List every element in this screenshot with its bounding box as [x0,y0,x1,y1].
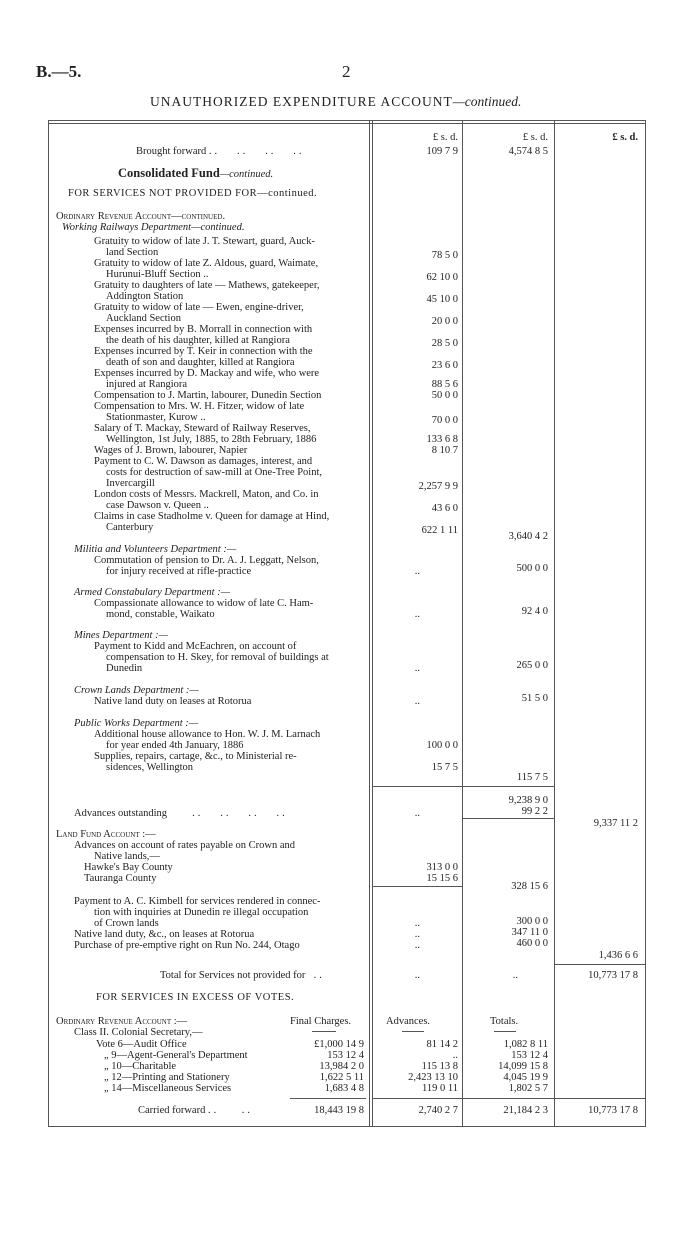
public-works-line: Additional house allowance to Hon. W. J. M. Larnach [94,729,321,740]
railway-item-line: Stationmaster, Kurow .. [106,412,206,423]
land-fund-other: Native land duty, &c., on leases at Rotorua [74,929,255,940]
public-works-line: for year ended 4th January, 1886 [106,740,244,751]
table-left-border [48,120,49,1127]
subtotal-b: 99 2 2 [521,806,548,817]
department-heading: Militia and Volunteers Department :— [74,544,237,555]
railway-item-amount: 43 6 0 [431,503,458,514]
crown-lands-col2: 51 5 0 [521,693,548,704]
account-heading: Ordinary Revenue Account—continued. [56,211,226,222]
railway-item-line: costs for destruction of saw-mill at One-Tree Point, [106,467,322,478]
column-header: £ s. d. [612,132,638,143]
public-works-total: 115 7 5 [516,772,548,783]
table-top-rule-inner [48,123,646,124]
railway-item-line: land Section [106,247,159,258]
department-heading: Working Railways Department—continued. [62,222,245,233]
vote-advances: 2,423 13 10 [408,1072,458,1083]
carried-forward-totals: 21,184 2 3 [503,1105,548,1116]
mines-line-2: compensation to H. Skey, for removal of buildings at [106,652,329,663]
vote-advances: 119 0 11 [422,1083,458,1094]
crown-lands-col1: .. [414,696,420,707]
railway-item-line: Hurunui-Bluff Section .. [106,269,209,280]
vote-advances: 115 13 8 [421,1061,458,1072]
vote-label: „ 12—Printing and Stationery [104,1072,230,1083]
railway-item-line: case Dawson v. Queen .. [106,500,209,511]
land-fund-other-col2: 300 0 0 [516,916,548,927]
land-fund-rule [372,886,462,887]
railway-item-line: Gratuity to daughters of late — Mathews, gatekeeper, [94,280,320,291]
land-fund-grand: 1,436 6 6 [598,950,638,961]
vote-totals: 1,082 8 11 [503,1039,548,1050]
department-heading: Armed Constabulary Department :— [74,587,231,598]
subtotal-a: 9,238 9 0 [508,795,548,806]
railway-item-line: the death of his daughter, killed at Rangiora [106,335,290,346]
land-fund-item: Hawke's Bay County [84,862,173,873]
department-heading: Crown Lands Department :— [74,685,199,696]
public-works-amount: 15 7 5 [431,762,458,773]
railway-item-line: Expenses incurred by T. Keir in connection with the [94,346,313,357]
railway-item-amount: 8 10 7 [431,445,458,456]
railway-item-line: Addington Station [106,291,184,302]
railway-item-line: Claims in case Stadholme v. Queen for damage at Hind, [94,511,330,522]
fund-heading: Consolidated Fund—continued. [118,166,274,180]
department-heading: Public Works Department :— [74,718,199,729]
militia-line-1: Commutation of pension to Dr. A. J. Leggatt, Nelson, [94,555,319,566]
vote-advances: 81 14 2 [426,1039,458,1050]
page-title: UNAUTHORIZED EXPENDITURE ACCOUNT—continued. [150,94,522,109]
constabulary-line-1: Compassionate allowance to widow of late C. Ham- [94,598,314,609]
subtotal-rule [372,786,554,787]
land-fund-other: of Crown lands [94,918,159,929]
railway-item-amount: 70 0 0 [431,415,458,426]
vote-totals: 14,099 15 8 [498,1061,548,1072]
total-not-provided-col1: .. [414,970,420,981]
public-works-line: sidences, Wellington [106,762,194,773]
railway-item-line: death of son and daughter, killed at Rangiora [106,357,295,368]
railway-item-amount: 2,257 9 9 [418,481,458,492]
railway-item-amount: 23 6 0 [431,360,458,371]
land-fund-other: Purchase of pre-emptive right on Run No. 244, Otago [74,940,300,951]
railway-item-line: Invercargill [106,478,155,489]
carried-forward-grand: 10,773 17 8 [588,1105,638,1116]
militia-line-2: for injury received at rifle-practice [106,566,252,577]
table-right-border [645,120,646,1127]
land-fund-other-col1: .. [414,929,420,940]
railway-item-line: Payment to C. W. Dawson as damages, interest, and [94,456,313,467]
railway-item-amount: 45 10 0 [426,294,458,305]
land-fund-other: tion with inquiries at Dunedin re illegal occupation [94,907,309,918]
advances-col1: .. [414,808,420,819]
land-fund-amount: 15 15 6 [426,873,458,884]
public-works-amount: 100 0 0 [426,740,458,751]
railway-item-line: Compensation to Mrs. W. H. Fitzer, widow of late [94,401,305,412]
total-not-provided-label: Total for Services not provided for .. [160,970,325,981]
vote-advances: .. [452,1050,458,1061]
railway-item-amount: 622 1 11 [421,525,458,536]
page-number: 2 [342,62,351,81]
land-fund-other-col1: .. [414,918,420,929]
account-heading: Land Fund Account :— [56,829,156,840]
railway-item-line: Gratuity to widow of late — Ewen, engine-driver, [94,302,304,313]
railway-item-amount: 50 0 0 [431,390,458,401]
land-fund-other-col2: 347 11 0 [511,927,548,938]
railway-item-line: Wages of J. Brown, labourer, Napier [94,445,248,456]
header-rule [312,1031,336,1032]
grand-subtotal: 9,337 11 2 [593,818,638,829]
railway-item-line: London costs of Messrs. Mackrell, Maton, and Co. in [94,489,319,500]
column-divider [462,120,463,1127]
railway-item-amount: 62 10 0 [426,272,458,283]
carried-forward-final: 18,443 19 8 [314,1105,364,1116]
railway-item-line: Gratuity to widow of late Z. Aldous, guard, Waimate, [94,258,319,269]
mines-line-3: Dunedin [106,663,143,674]
header-rule [494,1031,516,1032]
land-fund-intro: Native lands,— [94,851,160,862]
mines-col1: .. [414,663,420,674]
constabulary-col1: .. [414,609,420,620]
vote-totals: 4,045 19 9 [503,1072,548,1083]
final-sum-rule [372,1098,645,1099]
land-fund-amount: 313 0 0 [426,862,458,873]
railway-item-line: Compensation to J. Martin, labourer, Dunedin Section [94,390,322,401]
header-rule [402,1031,424,1032]
railway-item-line: Gratuity to widow of late J. T. Stewart, guard, Auck- [94,236,315,247]
railway-item-amount: 88 5 6 [431,379,458,390]
railway-item-amount: 133 6 8 [426,434,458,445]
railway-total: 3,640 4 2 [508,531,548,542]
vote-final: 153 12 4 [327,1050,364,1061]
column-header-final: Final Charges. [290,1016,352,1027]
table-top-rule [48,120,646,121]
final-sum-rule [290,1098,366,1099]
brought-forward-label: Brought forward .. .. .. .. [136,146,305,157]
vote-totals: 153 12 4 [511,1050,548,1061]
brought-forward-col1: 109 7 9 [426,146,458,157]
vote-label: Vote 6—Audit Office [96,1039,187,1050]
railway-item-line: Wellington, 1st July, 1885, to 28th February, 1886 [106,434,317,445]
militia-col1: .. [414,566,420,577]
railway-item-line: Salary of T. Mackay, Steward of Railway Reserves, [94,423,311,434]
vote-label: „ 10—Charitable [104,1061,177,1072]
column-header-totals: Totals. [490,1016,519,1027]
class-heading: Class II. Colonial Secretary,— [74,1027,203,1038]
vote-final: 13,984 2 0 [319,1061,364,1072]
mines-line-1: Payment to Kidd and McEachren, on account of [94,641,297,652]
railway-item-line: Expenses incurred by D. Mackay and wife, who were [94,368,320,379]
mines-col2: 265 0 0 [516,660,548,671]
land-fund-other-col2: 460 0 0 [516,938,548,949]
constabulary-line-2: mond, constable, Waikato [106,609,215,620]
section-heading: FOR SERVICES NOT PROVIDED FOR—continued. [68,188,318,199]
public-works-line: Supplies, repairs, cartage, &c., to Ministerial re- [94,751,297,762]
land-fund-intro: Advances on account of rates payable on Crown and [74,840,296,851]
table-bottom-rule [48,1126,646,1127]
total-rule [554,964,645,965]
subtotal-rule [462,818,554,819]
section-heading: FOR SERVICES IN EXCESS OF VOTES. [96,992,295,1003]
department-heading: Mines Department :— [74,630,168,641]
vote-final: 1,622 5 11 [319,1072,364,1083]
vote-label: „ 14—Miscellaneous Services [104,1083,232,1094]
railway-item-amount: 20 0 0 [431,316,458,327]
railway-item-amount: 78 5 0 [431,250,458,261]
railway-item-amount: 28 5 0 [431,338,458,349]
column-header: £ s. d. [432,132,458,143]
crown-lands-line-1: Native land duty on leases at Rotorua [94,696,252,707]
column-header-advances: Advances. [386,1016,431,1027]
column-divider [554,120,555,1127]
column-divider [372,120,373,1127]
advances-label: Advances outstanding .. .. .. .. [74,808,288,819]
brought-forward-col2: 4,574 8 5 [508,146,548,157]
account-heading: Ordinary Revenue Account :— [56,1016,188,1027]
vote-totals: 1,802 5 7 [508,1083,548,1094]
constabulary-col2: 92 4 0 [521,606,548,617]
column-header: £ s. d. [522,132,548,143]
vote-label: „ 9—Agent-General's Department [104,1050,248,1061]
land-fund-other-col1: .. [414,940,420,951]
land-fund-total: 328 15 6 [511,881,548,892]
vote-final: £1,000 14 9 [314,1039,364,1050]
carried-forward-label: Carried forward .. .. [138,1105,253,1116]
railway-item-line: Canterbury [106,522,154,533]
vote-final: 1,683 4 8 [324,1083,364,1094]
total-not-provided-col3: 10,773 17 8 [588,970,638,981]
land-fund-item: Tauranga County [84,873,157,884]
militia-col2: 500 0 0 [516,563,548,574]
railway-item-line: Auckland Section [106,313,181,324]
total-not-provided-col2: .. [512,970,518,981]
railway-item-line: injured at Rangiora [106,379,188,390]
railway-item-line: Expenses incurred by B. Morrall in connection with [94,324,313,335]
column-divider [369,120,370,1127]
land-fund-other: Payment to A. C. Kimbell for services rendered in connec- [74,896,321,907]
document-reference: B.—5. [36,62,82,81]
carried-forward-advances: 2,740 2 7 [418,1105,458,1116]
